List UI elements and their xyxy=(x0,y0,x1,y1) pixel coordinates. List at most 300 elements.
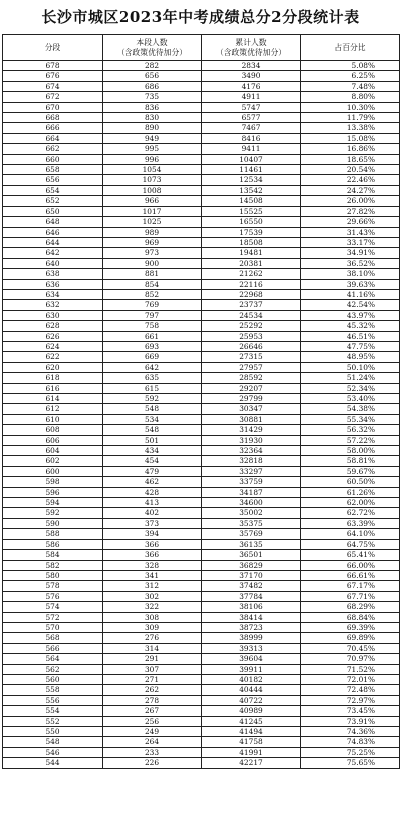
cell-score: 676 xyxy=(3,71,103,81)
cell-count: 966 xyxy=(103,196,202,206)
cell-cumulative: 34187 xyxy=(202,487,301,497)
cell-count: 249 xyxy=(103,727,202,737)
table-row xyxy=(3,435,400,445)
cell-cumulative: 38999 xyxy=(202,633,301,643)
header-cum-line2: （含政策优待加分） xyxy=(215,47,287,57)
cell-count: 479 xyxy=(103,466,202,476)
header-score: 分段 xyxy=(3,35,103,61)
cell-score: 562 xyxy=(3,664,103,674)
cell-cumulative: 8416 xyxy=(202,133,301,143)
cell-percent: 64.75% xyxy=(301,539,400,549)
cell-score: 630 xyxy=(3,310,103,320)
cell-score: 554 xyxy=(3,706,103,716)
table-row xyxy=(3,477,400,487)
cell-percent: 58.00% xyxy=(301,446,400,456)
cell-percent: 54.38% xyxy=(301,404,400,414)
cell-score: 622 xyxy=(3,352,103,362)
table-row xyxy=(3,237,400,247)
cell-count: 278 xyxy=(103,695,202,705)
cell-count: 302 xyxy=(103,591,202,601)
cell-cumulative: 33759 xyxy=(202,477,301,487)
table-row xyxy=(3,248,400,258)
cell-count: 307 xyxy=(103,664,202,674)
cell-count: 635 xyxy=(103,373,202,383)
cell-cumulative: 23737 xyxy=(202,300,301,310)
cell-percent: 67.71% xyxy=(301,591,400,601)
table-row xyxy=(3,414,400,424)
table-row xyxy=(3,352,400,362)
cell-count: 394 xyxy=(103,529,202,539)
cell-cumulative: 40989 xyxy=(202,706,301,716)
cell-percent: 31.43% xyxy=(301,227,400,237)
cell-percent: 53.40% xyxy=(301,394,400,404)
cell-percent: 74.83% xyxy=(301,737,400,747)
cell-percent: 56.32% xyxy=(301,425,400,435)
cell-cumulative: 35002 xyxy=(202,508,301,518)
cell-cumulative: 41758 xyxy=(202,737,301,747)
header-count-line1: 本段人数 xyxy=(136,37,168,47)
cell-count: 854 xyxy=(103,279,202,289)
cell-percent: 20.54% xyxy=(301,165,400,175)
cell-score: 598 xyxy=(3,477,103,487)
cell-cumulative: 30347 xyxy=(202,404,301,414)
cell-count: 534 xyxy=(103,414,202,424)
score-table xyxy=(2,34,400,769)
cell-percent: 67.17% xyxy=(301,581,400,591)
table-row xyxy=(3,685,400,695)
cell-count: 1054 xyxy=(103,165,202,175)
cell-percent: 64.10% xyxy=(301,529,400,539)
cell-cumulative: 19481 xyxy=(202,248,301,258)
cell-count: 1008 xyxy=(103,185,202,195)
cell-count: 402 xyxy=(103,508,202,518)
cell-count: 308 xyxy=(103,612,202,622)
cell-cumulative: 16550 xyxy=(202,217,301,227)
cell-score: 662 xyxy=(3,144,103,154)
table-row xyxy=(3,154,400,164)
table-row xyxy=(3,71,400,81)
cell-cumulative: 15525 xyxy=(202,206,301,216)
cell-percent: 26.00% xyxy=(301,196,400,206)
table-row xyxy=(3,529,400,539)
cell-percent: 10.30% xyxy=(301,102,400,112)
cell-score: 626 xyxy=(3,331,103,341)
table-header xyxy=(3,35,400,61)
cell-percent: 36.52% xyxy=(301,258,400,268)
cell-percent: 70.45% xyxy=(301,643,400,653)
cell-score: 550 xyxy=(3,727,103,737)
table-row xyxy=(3,518,400,528)
cell-cumulative: 36135 xyxy=(202,539,301,549)
cell-percent: 60.50% xyxy=(301,477,400,487)
table-row xyxy=(3,196,400,206)
cell-count: 366 xyxy=(103,539,202,549)
table-row xyxy=(3,716,400,726)
table-row xyxy=(3,61,400,71)
table-row xyxy=(3,612,400,622)
cell-count: 341 xyxy=(103,570,202,580)
cell-cumulative: 21262 xyxy=(202,269,301,279)
cell-count: 309 xyxy=(103,622,202,632)
cell-score: 544 xyxy=(3,758,103,768)
cell-score: 602 xyxy=(3,456,103,466)
cell-cumulative: 39911 xyxy=(202,664,301,674)
table-row xyxy=(3,643,400,653)
cell-percent: 27.82% xyxy=(301,206,400,216)
cell-count: 769 xyxy=(103,300,202,310)
table-row xyxy=(3,560,400,570)
cell-count: 233 xyxy=(103,747,202,757)
cell-percent: 61.26% xyxy=(301,487,400,497)
cell-score: 572 xyxy=(3,612,103,622)
cell-score: 642 xyxy=(3,248,103,258)
cell-percent: 72.48% xyxy=(301,685,400,695)
cell-count: 454 xyxy=(103,456,202,466)
cell-percent: 11.79% xyxy=(301,113,400,123)
table-row xyxy=(3,498,400,508)
cell-cumulative: 40444 xyxy=(202,685,301,695)
cell-percent: 22.46% xyxy=(301,175,400,185)
cell-cumulative: 26646 xyxy=(202,341,301,351)
cell-percent: 57.22% xyxy=(301,435,400,445)
cell-score: 596 xyxy=(3,487,103,497)
table-row xyxy=(3,581,400,591)
cell-cumulative: 30881 xyxy=(202,414,301,424)
cell-cumulative: 38106 xyxy=(202,602,301,612)
cell-percent: 66.61% xyxy=(301,570,400,580)
cell-percent: 33.17% xyxy=(301,237,400,247)
cell-score: 648 xyxy=(3,217,103,227)
cell-percent: 43.97% xyxy=(301,310,400,320)
cell-cumulative: 40722 xyxy=(202,695,301,705)
cell-cumulative: 7467 xyxy=(202,123,301,133)
cell-score: 618 xyxy=(3,373,103,383)
table-row xyxy=(3,300,400,310)
cell-score: 620 xyxy=(3,362,103,372)
table-row xyxy=(3,331,400,341)
cell-score: 590 xyxy=(3,518,103,528)
cell-cumulative: 25953 xyxy=(202,331,301,341)
table-row xyxy=(3,133,400,143)
cell-score: 546 xyxy=(3,747,103,757)
cell-score: 624 xyxy=(3,341,103,351)
cell-count: 282 xyxy=(103,61,202,71)
cell-count: 548 xyxy=(103,404,202,414)
header-row xyxy=(3,35,400,61)
table-row xyxy=(3,487,400,497)
table-row xyxy=(3,310,400,320)
cell-percent: 8.80% xyxy=(301,92,400,102)
cell-percent: 13.38% xyxy=(301,123,400,133)
cell-count: 413 xyxy=(103,498,202,508)
cell-cumulative: 29207 xyxy=(202,383,301,393)
header-percent: 占百分比 xyxy=(301,35,400,61)
table-row xyxy=(3,633,400,643)
table-row xyxy=(3,113,400,123)
cell-cumulative: 29799 xyxy=(202,394,301,404)
cell-score: 666 xyxy=(3,123,103,133)
cell-cumulative: 41494 xyxy=(202,727,301,737)
cell-score: 646 xyxy=(3,227,103,237)
cell-percent: 72.01% xyxy=(301,674,400,684)
cell-count: 276 xyxy=(103,633,202,643)
cell-percent: 65.41% xyxy=(301,550,400,560)
table-row xyxy=(3,550,400,560)
cell-cumulative: 24534 xyxy=(202,310,301,320)
cell-percent: 62.72% xyxy=(301,508,400,518)
cell-cumulative: 35375 xyxy=(202,518,301,528)
table-row xyxy=(3,102,400,112)
cell-count: 995 xyxy=(103,144,202,154)
table-row xyxy=(3,446,400,456)
cell-percent: 71.52% xyxy=(301,664,400,674)
table-row xyxy=(3,227,400,237)
header-cum-line1: 累计人数 xyxy=(235,37,267,47)
cell-percent: 51.24% xyxy=(301,373,400,383)
cell-score: 658 xyxy=(3,165,103,175)
cell-percent: 72.97% xyxy=(301,695,400,705)
cell-score: 670 xyxy=(3,102,103,112)
cell-percent: 38.10% xyxy=(301,269,400,279)
cell-count: 830 xyxy=(103,113,202,123)
table-row xyxy=(3,258,400,268)
cell-score: 552 xyxy=(3,716,103,726)
cell-score: 592 xyxy=(3,508,103,518)
cell-score: 652 xyxy=(3,196,103,206)
cell-percent: 68.29% xyxy=(301,602,400,612)
cell-percent: 41.16% xyxy=(301,289,400,299)
table-row xyxy=(3,570,400,580)
cell-score: 628 xyxy=(3,321,103,331)
cell-score: 634 xyxy=(3,289,103,299)
header-count xyxy=(103,35,202,61)
cell-count: 264 xyxy=(103,737,202,747)
cell-cumulative: 22968 xyxy=(202,289,301,299)
cell-cumulative: 31429 xyxy=(202,425,301,435)
cell-cumulative: 37784 xyxy=(202,591,301,601)
header-count-line2: （含政策优待加分） xyxy=(116,47,188,57)
cell-count: 989 xyxy=(103,227,202,237)
cell-score: 638 xyxy=(3,269,103,279)
cell-count: 373 xyxy=(103,518,202,528)
header-cumulative xyxy=(202,35,301,61)
cell-count: 797 xyxy=(103,310,202,320)
table-row xyxy=(3,602,400,612)
table-row xyxy=(3,747,400,757)
cell-cumulative: 17539 xyxy=(202,227,301,237)
cell-count: 836 xyxy=(103,102,202,112)
cell-cumulative: 41991 xyxy=(202,747,301,757)
cell-count: 661 xyxy=(103,331,202,341)
cell-count: 969 xyxy=(103,237,202,247)
table-row xyxy=(3,217,400,227)
cell-score: 640 xyxy=(3,258,103,268)
cell-percent: 6.25% xyxy=(301,71,400,81)
table-row xyxy=(3,206,400,216)
cell-score: 660 xyxy=(3,154,103,164)
cell-percent: 16.86% xyxy=(301,144,400,154)
cell-score: 558 xyxy=(3,685,103,695)
table-row xyxy=(3,394,400,404)
table-row xyxy=(3,758,400,768)
cell-score: 668 xyxy=(3,113,103,123)
cell-count: 686 xyxy=(103,81,202,91)
table-row xyxy=(3,654,400,664)
cell-score: 672 xyxy=(3,92,103,102)
cell-percent: 69.89% xyxy=(301,633,400,643)
cell-count: 669 xyxy=(103,352,202,362)
cell-percent: 24.27% xyxy=(301,185,400,195)
cell-cumulative: 10407 xyxy=(202,154,301,164)
cell-count: 434 xyxy=(103,446,202,456)
cell-count: 428 xyxy=(103,487,202,497)
table-row xyxy=(3,123,400,133)
table-row xyxy=(3,508,400,518)
cell-cumulative: 9411 xyxy=(202,144,301,154)
cell-percent: 15.08% xyxy=(301,133,400,143)
page-title: 长沙市城区2023年中考成绩总分2分段统计表 xyxy=(41,8,360,26)
cell-cumulative: 40182 xyxy=(202,674,301,684)
table-row xyxy=(3,175,400,185)
cell-cumulative: 25292 xyxy=(202,321,301,331)
table-row xyxy=(3,695,400,705)
cell-count: 642 xyxy=(103,362,202,372)
cell-count: 996 xyxy=(103,154,202,164)
cell-score: 656 xyxy=(3,175,103,185)
cell-count: 262 xyxy=(103,685,202,695)
cell-percent: 59.67% xyxy=(301,466,400,476)
cell-cumulative: 32364 xyxy=(202,446,301,456)
cell-count: 322 xyxy=(103,602,202,612)
cell-cumulative: 4176 xyxy=(202,81,301,91)
table-row xyxy=(3,289,400,299)
cell-cumulative: 38414 xyxy=(202,612,301,622)
cell-cumulative: 31930 xyxy=(202,435,301,445)
cell-cumulative: 12534 xyxy=(202,175,301,185)
cell-count: 314 xyxy=(103,643,202,653)
cell-cumulative: 28592 xyxy=(202,373,301,383)
cell-score: 588 xyxy=(3,529,103,539)
table-row xyxy=(3,185,400,195)
table-row xyxy=(3,737,400,747)
table-row xyxy=(3,165,400,175)
cell-cumulative: 35769 xyxy=(202,529,301,539)
cell-percent: 42.54% xyxy=(301,300,400,310)
cell-cumulative: 11461 xyxy=(202,165,301,175)
cell-percent: 52.34% xyxy=(301,383,400,393)
cell-cumulative: 37170 xyxy=(202,570,301,580)
cell-percent: 70.97% xyxy=(301,654,400,664)
table-row xyxy=(3,404,400,414)
cell-count: 592 xyxy=(103,394,202,404)
cell-count: 267 xyxy=(103,706,202,716)
table-row xyxy=(3,591,400,601)
table-row xyxy=(3,269,400,279)
cell-percent: 73.45% xyxy=(301,706,400,716)
cell-score: 650 xyxy=(3,206,103,216)
cell-cumulative: 27957 xyxy=(202,362,301,372)
cell-percent: 74.36% xyxy=(301,727,400,737)
cell-percent: 68.84% xyxy=(301,612,400,622)
cell-count: 1073 xyxy=(103,175,202,185)
cell-percent: 50.10% xyxy=(301,362,400,372)
table-row xyxy=(3,279,400,289)
cell-cumulative: 32818 xyxy=(202,456,301,466)
cell-score: 548 xyxy=(3,737,103,747)
cell-percent: 55.34% xyxy=(301,414,400,424)
table-row xyxy=(3,383,400,393)
cell-count: 328 xyxy=(103,560,202,570)
cell-percent: 73.91% xyxy=(301,716,400,726)
cell-count: 949 xyxy=(103,133,202,143)
cell-percent: 45.32% xyxy=(301,321,400,331)
table-row xyxy=(3,456,400,466)
cell-count: 735 xyxy=(103,92,202,102)
cell-score: 580 xyxy=(3,570,103,580)
cell-cumulative: 33297 xyxy=(202,466,301,476)
table-row xyxy=(3,706,400,716)
cell-score: 570 xyxy=(3,622,103,632)
cell-percent: 75.65% xyxy=(301,758,400,768)
cell-score: 556 xyxy=(3,695,103,705)
cell-cumulative: 42217 xyxy=(202,758,301,768)
cell-count: 1025 xyxy=(103,217,202,227)
cell-score: 604 xyxy=(3,446,103,456)
cell-cumulative: 18508 xyxy=(202,237,301,247)
cell-cumulative: 5747 xyxy=(202,102,301,112)
cell-cumulative: 14508 xyxy=(202,196,301,206)
cell-score: 584 xyxy=(3,550,103,560)
cell-cumulative: 4911 xyxy=(202,92,301,102)
cell-percent: 18.65% xyxy=(301,154,400,164)
cell-percent: 39.63% xyxy=(301,279,400,289)
cell-count: 226 xyxy=(103,758,202,768)
cell-cumulative: 37482 xyxy=(202,581,301,591)
cell-cumulative: 6577 xyxy=(202,113,301,123)
cell-percent: 5.08% xyxy=(301,61,400,71)
cell-count: 312 xyxy=(103,581,202,591)
cell-score: 594 xyxy=(3,498,103,508)
cell-score: 578 xyxy=(3,581,103,591)
cell-cumulative: 39313 xyxy=(202,643,301,653)
table-row xyxy=(3,674,400,684)
cell-count: 656 xyxy=(103,71,202,81)
cell-cumulative: 34600 xyxy=(202,498,301,508)
cell-count: 881 xyxy=(103,269,202,279)
cell-score: 614 xyxy=(3,394,103,404)
cell-percent: 58.81% xyxy=(301,456,400,466)
cell-percent: 69.39% xyxy=(301,622,400,632)
cell-cumulative: 2834 xyxy=(202,61,301,71)
table-body xyxy=(3,61,400,769)
cell-cumulative: 22116 xyxy=(202,279,301,289)
cell-percent: 47.75% xyxy=(301,341,400,351)
cell-score: 608 xyxy=(3,425,103,435)
cell-cumulative: 13542 xyxy=(202,185,301,195)
cell-count: 973 xyxy=(103,248,202,258)
table-row xyxy=(3,144,400,154)
cell-percent: 63.39% xyxy=(301,518,400,528)
cell-score: 610 xyxy=(3,414,103,424)
cell-percent: 66.00% xyxy=(301,560,400,570)
cell-score: 674 xyxy=(3,81,103,91)
table-row xyxy=(3,664,400,674)
cell-score: 560 xyxy=(3,674,103,684)
cell-score: 654 xyxy=(3,185,103,195)
cell-cumulative: 36501 xyxy=(202,550,301,560)
table-row xyxy=(3,727,400,737)
cell-count: 900 xyxy=(103,258,202,268)
